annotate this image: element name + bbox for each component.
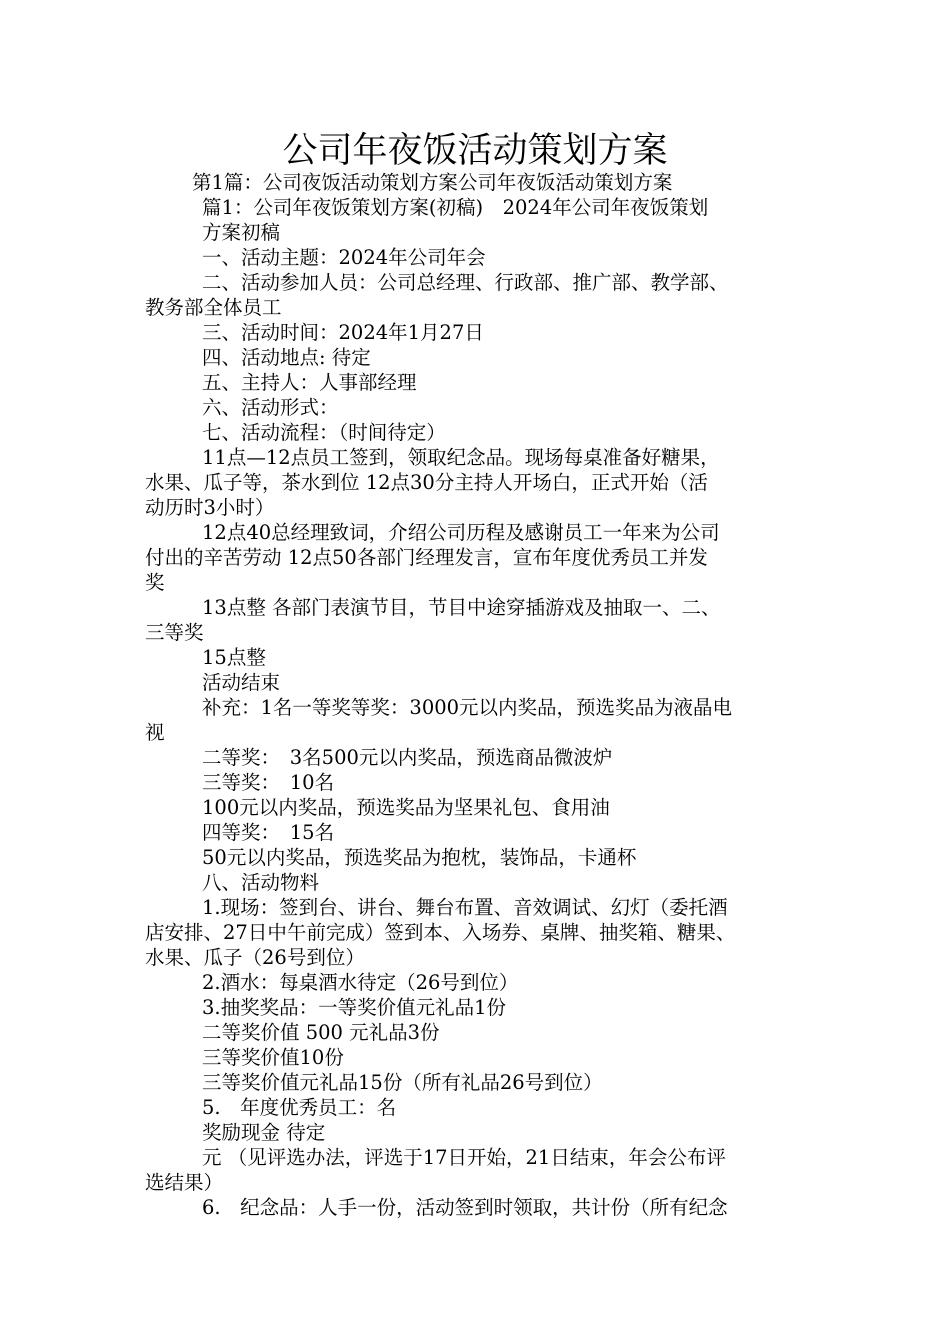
text-line: 视: [145, 721, 165, 744]
text-line: 四等奖： 15名: [202, 821, 335, 844]
text-line: 动历时3小时）: [145, 496, 275, 519]
text-line: 15点整: [202, 646, 266, 669]
text-line: 5. 年度优秀员工：名: [202, 1096, 397, 1119]
document-body: [145, 170, 825, 1220]
text-line: 教务部全体员工: [145, 296, 282, 319]
text-line: 选结果）: [145, 1171, 224, 1194]
text-line: 六、活动形式：: [202, 396, 339, 419]
text-line: 1.现场：签到台、讲台、舞台布置、音效调试、幻灯（委托酒: [202, 896, 728, 919]
text-line: 三、活动时间：2024年1月27日: [202, 321, 484, 344]
text-line: 三等奖： 10名: [202, 771, 335, 794]
text-line: 二、活动参加人员：公司总经理、行政部、推广部、教学部、: [202, 271, 729, 294]
text-line: 二等奖： 3名500元以内奖品，预选商品微波炉: [202, 746, 613, 769]
text-line: 篇1：公司年夜饭策划方案(初稿) 2024年公司年夜饭策划: [202, 196, 709, 219]
document-title: 公司年夜饭活动策划方案: [282, 131, 668, 171]
text-line: 补充：1名一等奖等奖：3000元以内奖品，预选奖品为液晶电: [202, 696, 733, 719]
text-line: 店安排、27日中午前完成）签到本、入场券、桌牌、抽奖箱、糖果、: [145, 921, 736, 944]
text-line: 3.抽奖奖品：一等奖价值元礼品1份: [202, 996, 507, 1019]
text-line: 11点—12点员工签到，领取纪念品。现场每桌准备好糖果，: [202, 446, 720, 469]
text-line: 八、活动物料: [202, 871, 320, 894]
text-line: 三等奖价值元礼品15份（所有礼品26号到位）: [202, 1071, 603, 1094]
text-line: 活动结束: [202, 671, 281, 694]
text-line: 奖励现金 待定: [202, 1121, 326, 1144]
text-line: 二等奖价值 500 元礼品3份: [202, 1021, 440, 1044]
text-line: 付出的辛苦劳动 12点50各部门经理发言，宣布年度优秀员工并发: [145, 546, 708, 569]
text-line: 13点整 各部门表演节目，节目中途穿插游戏及抽取一、二、: [202, 596, 721, 619]
text-line: 100元以内奖品，预选奖品为坚果礼包、食用油: [202, 796, 610, 819]
text-line: 水果、瓜子等，茶水到位 12点30分主持人开场白，正式开始（活: [145, 471, 708, 494]
text-line: 6. 纪念品：人手一份，活动签到时领取，共计份（所有纪念: [202, 1196, 728, 1219]
text-line: 五、主持人：人事部经理: [202, 371, 417, 394]
text-line: 2.酒水：每桌酒水待定（26号到位）: [202, 971, 519, 994]
text-line: 三等奖: [145, 621, 204, 644]
text-line: 元 （见评选办法，评选于17日开始，21日结束，年会公布评: [202, 1146, 726, 1169]
text-line: 方案初稿: [202, 221, 281, 244]
text-line: 一、活动主题：2024年公司年会: [202, 246, 486, 269]
text-line: 三等奖价值10份: [202, 1046, 344, 1069]
text-line: 水果、瓜子（26号到位）: [145, 946, 365, 969]
text-line: 四、活动地点: 待定: [202, 346, 371, 369]
text-line: 第1篇：公司夜饭活动策划方案公司年夜饭活动策划方案: [192, 171, 673, 194]
text-line: 七、活动流程：（时间待定）: [202, 421, 446, 444]
text-line: 奖: [145, 571, 165, 594]
text-line: 12点40总经理致词，介绍公司历程及感谢员工一年来为公司: [202, 521, 720, 544]
text-line: 50元以内奖品，预选奖品为抱枕，装饰品，卡通杯: [202, 846, 637, 869]
